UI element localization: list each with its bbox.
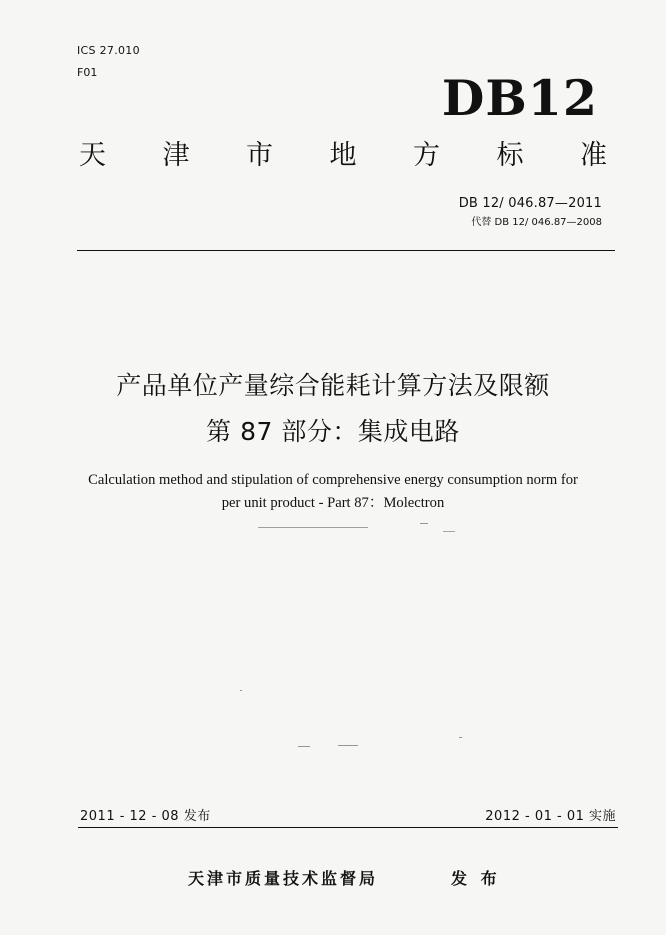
- standard-number: DB 12/ 046.87—2011: [458, 196, 602, 211]
- standard-type-char: 方: [413, 140, 440, 171]
- standard-type-char: 天: [79, 140, 106, 171]
- ics-code: ICS 27.010: [77, 44, 140, 57]
- implementation-date: 2012 - 01 - 01 实施: [485, 809, 616, 824]
- replaces-standard: 代替 DB 12/ 046.87—2008: [471, 217, 602, 228]
- standard-mark: DB12: [441, 69, 598, 127]
- standard-type-char: 准: [580, 140, 607, 171]
- issue-action: 发 布: [451, 869, 501, 888]
- standard-type-char: 津: [162, 140, 190, 171]
- issue-date: 2011 - 12 - 08 发布: [80, 809, 211, 824]
- footer-divider: [78, 827, 618, 828]
- scan-speck: [240, 690, 242, 691]
- title-chinese-line1: 产品单位产量综合能耗计算方法及限额: [116, 371, 550, 400]
- scan-speck: [258, 527, 368, 528]
- issuing-authority: 天津市质量技术监督局: [188, 869, 379, 888]
- title-chinese-line2: 第 87 部分：集成电路: [206, 417, 460, 446]
- standard-type-char: 标: [496, 140, 524, 171]
- scan-speck: [298, 746, 310, 747]
- scan-speck: [338, 745, 358, 746]
- ccs-code: F01: [77, 66, 98, 79]
- standard-type-char: 市: [246, 140, 273, 171]
- standard-type: [79, 138, 607, 174]
- scan-speck: [420, 523, 428, 524]
- title-english-line1: Calculation method and stipulation of comprehensive energy consumption norm for: [88, 472, 578, 488]
- header-divider: [77, 250, 615, 251]
- title-english-line2: per unit product - Part 87：Molectron: [221, 495, 445, 511]
- scan-speck: [443, 531, 455, 532]
- standard-type-char: 地: [329, 140, 357, 171]
- scan-speck: [459, 737, 462, 738]
